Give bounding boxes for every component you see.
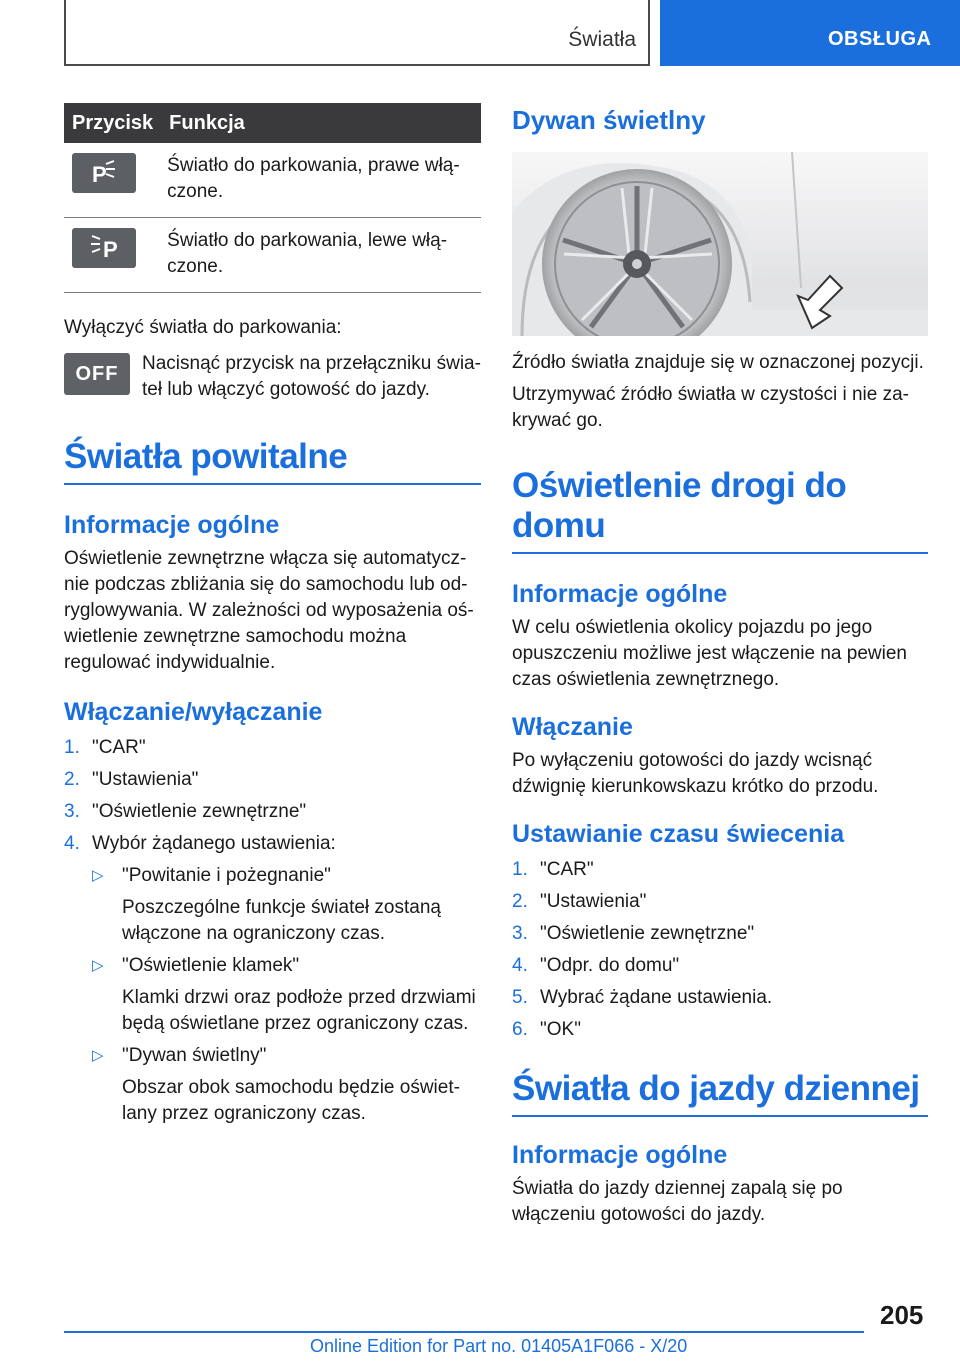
parking-off-intro: Wyłączyć światła do parkowania:: [64, 317, 342, 338]
welcome-general-text: Oświetlenie zewnętrzne włącza się automatycz‐nie podczas zbliżania się do samochodu lub od‐ryglowywania. W zależności od wyposażenia oś‐wietlenie zewnętrzne samochodu można regulować indywidualnie.: [64, 548, 474, 673]
parking-light-table: [64, 103, 481, 293]
home-general-text: W celu oświetlenia okolicy pojazdu po jego opuszczeniu możliwe jest włączenie na pewien czas oświetlenia zewnętrznego.: [512, 617, 907, 690]
option-item: [92, 863, 481, 947]
list-item: 3. "Oświetlenie zewnętrzne": [64, 801, 307, 822]
header-section-tab[interactable]: [660, 0, 960, 66]
car-wheel-photo: [512, 152, 928, 336]
table-cell-icon: [64, 143, 161, 218]
table-header-function: Funkcja: [161, 103, 481, 143]
list-item: 3. "Oświetlenie zewnętrzne": [512, 923, 755, 944]
home-activate-heading: Włączanie: [512, 713, 633, 741]
list-item: 1. "CAR": [512, 859, 594, 880]
option-label: "Powitanie i pożegnanie": [122, 865, 331, 886]
parking-light-right-icon: [72, 153, 136, 193]
option-list: [92, 863, 481, 1127]
home-activate-text: Po wyłączeniu gotowości do jazdy wcisnąć dźwignię kierunkowskazu krótko do przodu.: [512, 750, 879, 797]
table-header-button: Przycisk: [64, 103, 161, 143]
table-cell-text: Światło do parkowania, lewe włą‐czone.: [161, 218, 481, 293]
light-carpet-p2: Utrzymywać źródło światła w czystości i nie za‐krywać go.: [512, 384, 909, 431]
table-row: [64, 143, 481, 218]
light-carpet-title: Dywan świetlny: [512, 105, 706, 135]
table-cell-text: Światło do parkowania, prawe włą‐czone.: [161, 143, 481, 218]
triangle-bullet-icon: ▷: [92, 1047, 104, 1064]
chapter-title: Światła: [568, 28, 636, 51]
welcome-general-heading: Informacje ogólne: [64, 511, 280, 539]
off-button-icon: OFF: [64, 353, 130, 395]
daytime-lights-title: Światła do jazdy dziennej: [512, 1069, 928, 1117]
footer-divider: [64, 1331, 864, 1333]
option-desc: Poszczególne funkcje świateł zostaną włączone na ograniczony czas.: [122, 897, 441, 944]
triangle-bullet-icon: ▷: [92, 957, 104, 974]
option-item: [92, 953, 481, 1037]
right-column: [512, 103, 928, 1228]
home-duration-heading: Ustawianie czasu świecenia: [512, 820, 845, 848]
daytime-general-heading: Informacje ogólne: [512, 1141, 728, 1169]
light-carpet-p1: Źródło światła znajduje się w oznaczonej pozycji.: [512, 352, 924, 373]
list-item: 1. "CAR": [64, 737, 146, 758]
edition-link[interactable]: Online Edition for Part no. 01405A1F066 - X/20: [310, 1336, 688, 1356]
daytime-general-text: Światła do jazdy dziennej zapalą się po włączeniu gotowości do jazdy.: [512, 1178, 843, 1225]
home-general-heading: Informacje ogólne: [512, 580, 728, 608]
triangle-bullet-icon: ▷: [92, 867, 104, 884]
parking-off-row: [64, 351, 481, 403]
list-item: 2. "Ustawienia": [512, 891, 647, 912]
list-item: 4. "Odpr. do domu": [512, 955, 680, 976]
option-label: "Dywan świetlny": [122, 1045, 267, 1066]
welcome-toggle-heading: Włączanie/wyłączanie: [64, 698, 323, 726]
list-item: 6. "OK": [512, 1019, 581, 1040]
table-row: [64, 218, 481, 293]
home-duration-steps: [512, 857, 928, 1043]
parking-light-left-icon: [72, 228, 136, 268]
list-item: 5. Wybrać żądane ustawienia.: [512, 987, 773, 1008]
welcome-lights-title: Światła powitalne: [64, 437, 481, 485]
svg-text:P: P: [103, 237, 118, 262]
left-column: [64, 103, 481, 1133]
list-item: 2. "Ustawienia": [64, 769, 199, 790]
option-desc: Obszar obok samochodu będzie oświet‐lany przez ograniczony czas.: [122, 1077, 460, 1124]
svg-text:P: P: [92, 162, 107, 187]
table-cell-icon: [64, 218, 161, 293]
welcome-toggle-steps: [64, 735, 481, 1127]
header-chapter-box: [64, 0, 650, 66]
option-item: [92, 1043, 481, 1127]
home-lighting-title: Oświetlenie drogi do domu: [512, 466, 928, 554]
option-label: "Oświetlenie klamek": [122, 955, 300, 976]
section-title: OBSŁUGA: [828, 28, 932, 50]
parking-off-text: Nacisnąć przycisk na przełączniku świa‐teł lub włączyć gotowość do jazdy.: [142, 353, 481, 400]
list-item: 4. Wybór żądanego ustawienia: ▷ "Powitanie i pożegnanie" Poszczególne funkcje świateł zostaną włączone na ograniczony czas. ▷ "Oświetlenie klamek" Klamki drzwi oraz podłoże przed drzwiami będą oświetlane przez ograniczony czas. ▷ "Dywan świetlny" Obszar obok samochodu będzie oświet‐lany przez ograniczony czas.: [64, 831, 481, 1127]
option-desc: Klamki drzwi oraz podłoże przed drzwiami będą oświetlane przez ograniczony czas.: [122, 987, 476, 1034]
page-number: 205: [880, 1300, 924, 1330]
table-header-row: [64, 103, 481, 143]
